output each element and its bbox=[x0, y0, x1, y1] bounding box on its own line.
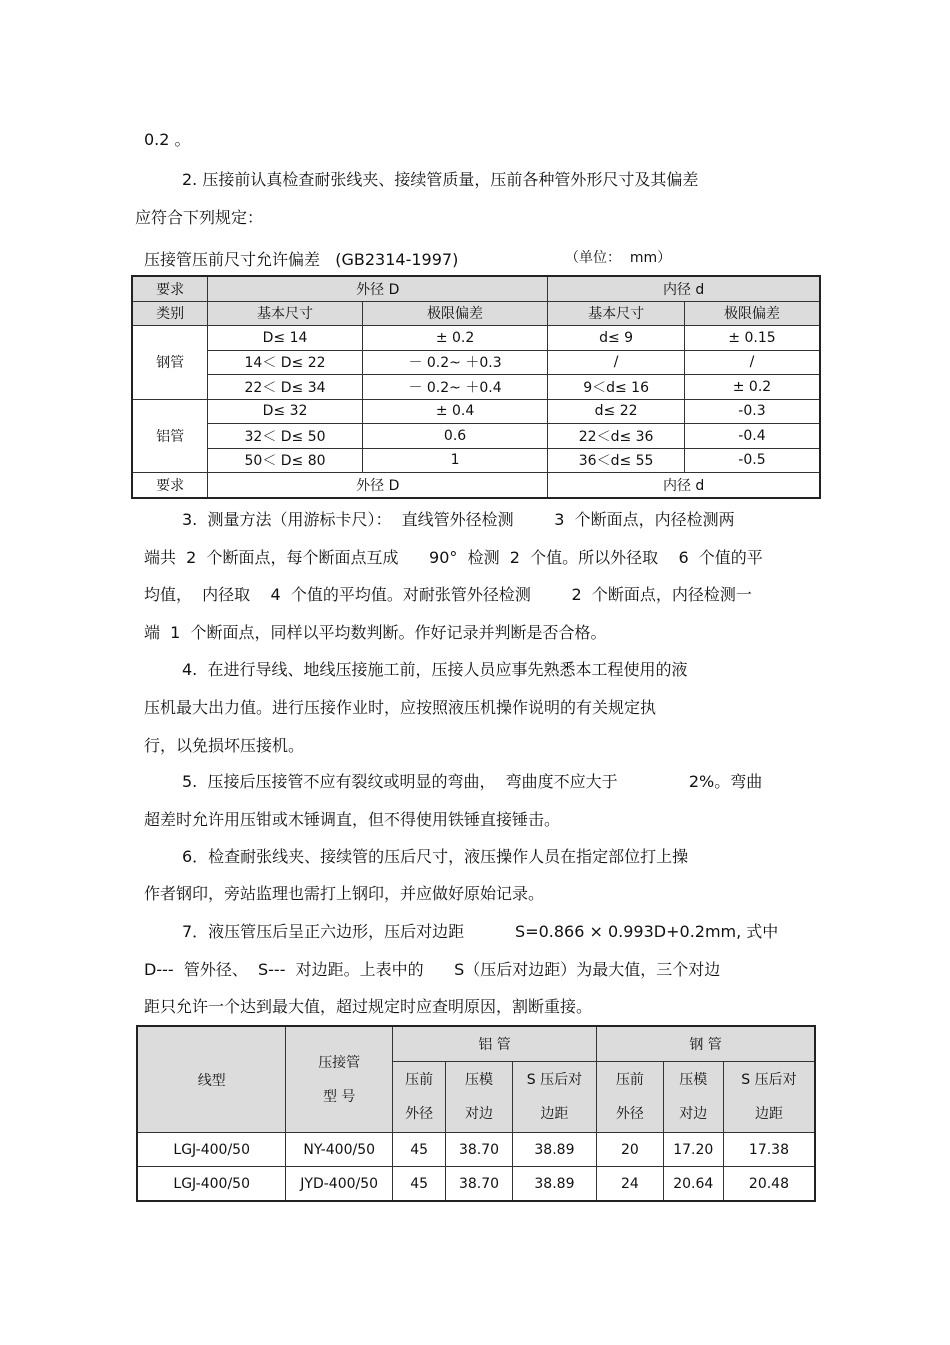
text-line: 距只允许一个达到最大值，超过规定时应查明原因，割断重接。 bbox=[144, 997, 593, 1016]
text-line: 应符合下列规定： bbox=[135, 208, 264, 227]
text-line: 7．液压管压后呈正六边形，压后对边距 S=0.866 × 0.993D+0.2mm, 式中 bbox=[182, 922, 779, 941]
table-cell: 24 bbox=[597, 1167, 663, 1202]
header-cell: 极限偏差 bbox=[362, 301, 547, 326]
table-cell: 38.89 bbox=[512, 1167, 596, 1202]
table-header-row bbox=[137, 1026, 815, 1062]
press-dimension-table bbox=[136, 1025, 816, 1202]
table-cell: 14＜ D≤ 22 bbox=[208, 350, 363, 375]
table-cell: 20 bbox=[597, 1133, 663, 1167]
header-text: 型 号 bbox=[322, 1088, 356, 1105]
text-line: 3. 测量方法（用游标卡尺）： 直线管外径检测 3 个断面点，内径检测两 bbox=[182, 510, 735, 529]
header-text: 压模 bbox=[465, 1072, 493, 1088]
table-cell: JYD-400/50 bbox=[286, 1167, 393, 1202]
header-cell bbox=[597, 1062, 663, 1133]
table-cell: 38.70 bbox=[446, 1167, 512, 1202]
text-line: D--- 管外径、 S--- 对边距。上表中的 S（压后对边距）为最大值，三个对边 bbox=[144, 960, 721, 979]
table1-unit: （单位： mm） bbox=[565, 250, 672, 266]
text-line: 4. 在进行导线、地线压接施工前，压接人员应事先熟悉本工程使用的液 bbox=[182, 660, 688, 679]
table-row bbox=[132, 375, 820, 400]
table-header-row bbox=[132, 276, 820, 301]
table-cell: 38.70 bbox=[446, 1133, 512, 1167]
header-text: 对边 bbox=[465, 1106, 493, 1122]
table-cell: 38.89 bbox=[512, 1133, 596, 1167]
table-row bbox=[132, 326, 820, 351]
table-cell: D≤ 14 bbox=[208, 326, 363, 351]
table-header-row bbox=[132, 301, 820, 326]
table-cell: － 0.2~ ＋0.4 bbox=[362, 375, 547, 400]
text-line: 2. 压接前认真检查耐张线夹、接续管质量，压前各种管外形尺寸及其偏差 bbox=[182, 170, 699, 189]
header-text: 压接管 bbox=[318, 1054, 361, 1071]
header-text: 边距 bbox=[754, 1106, 783, 1122]
table-row bbox=[137, 1133, 815, 1167]
table-row bbox=[132, 399, 820, 424]
table-cell: 17.20 bbox=[663, 1133, 723, 1167]
text-line: 作者钢印，旁站监理也需打上钢印，并应做好原始记录。 bbox=[144, 884, 545, 903]
table-cell: ± 0.15 bbox=[684, 326, 820, 351]
table-row bbox=[132, 448, 820, 473]
table-cell: LGJ-400/50 bbox=[137, 1133, 286, 1167]
group-cell: 铝管 bbox=[132, 399, 208, 473]
text-line: 端 1 个断面点，同样以平均数判断。作好记录并判断是否合格。 bbox=[144, 623, 607, 642]
header-cell bbox=[663, 1062, 723, 1133]
header-cell bbox=[512, 1062, 596, 1133]
text-line: 压机最大出力值。进行压接作业时，应按照液压机操作说明的有关规定执 bbox=[144, 698, 657, 717]
header-cell bbox=[446, 1062, 512, 1133]
table-cell: 22＜d≤ 36 bbox=[548, 424, 685, 449]
table-cell: 32＜ D≤ 50 bbox=[208, 424, 363, 449]
header-text: S 压后对 bbox=[526, 1072, 583, 1088]
group-cell: 钢管 bbox=[132, 326, 208, 400]
table-cell: 20.64 bbox=[663, 1167, 723, 1202]
header-text: S 压后对 bbox=[741, 1072, 797, 1088]
table-cell: 17.38 bbox=[723, 1133, 815, 1167]
text-line: 端共 2 个断面点，每个断面点互成 90° 检测 2 个值。所以外径取 6 个值的平 bbox=[144, 548, 763, 567]
header-cell: 基本尺寸 bbox=[548, 301, 685, 326]
table-cell: 0.6 bbox=[362, 424, 547, 449]
header-text: 对边 bbox=[679, 1106, 708, 1122]
table-row bbox=[132, 350, 820, 375]
header-cell bbox=[286, 1026, 393, 1133]
header-text: 压前 bbox=[405, 1072, 434, 1088]
header-cell: 外径 D bbox=[208, 276, 548, 301]
text-line: 超差时允许用压钳或木锤调直，但不得使用铁锤直接锤击。 bbox=[144, 810, 561, 829]
header-cell: 钢 管 bbox=[597, 1026, 815, 1062]
header-cell: 线型 bbox=[137, 1026, 286, 1133]
footer-cell: 要求 bbox=[132, 473, 208, 498]
footer-cell: 内径 d bbox=[548, 473, 820, 498]
header-cell bbox=[723, 1062, 815, 1133]
header-cell: 类别 bbox=[132, 301, 208, 326]
table-cell: ± 0.2 bbox=[362, 326, 547, 351]
text-line: 6．检查耐张线夹、接续管的压后尺寸，液压操作人员在指定部位打上操 bbox=[182, 847, 689, 866]
header-text: 外径 bbox=[615, 1106, 644, 1122]
table-cell: -0.4 bbox=[684, 424, 820, 449]
table-cell: 50＜ D≤ 80 bbox=[208, 448, 363, 473]
table-cell: 22＜ D≤ 34 bbox=[208, 375, 363, 400]
table-cell: d≤ 22 bbox=[548, 399, 685, 424]
header-text: 压模 bbox=[679, 1072, 708, 1088]
table-cell: － 0.2~ ＋0.3 bbox=[362, 350, 547, 375]
table-cell: / bbox=[684, 350, 820, 375]
header-cell bbox=[393, 1062, 446, 1133]
table-footer-row bbox=[132, 473, 820, 498]
header-cell: 内径 d bbox=[548, 276, 820, 301]
table-cell: ± 0.2 bbox=[684, 375, 820, 400]
table-cell: -0.3 bbox=[684, 399, 820, 424]
header-text: 边距 bbox=[540, 1106, 569, 1122]
table-cell: d≤ 9 bbox=[548, 326, 685, 351]
header-text: 外径 bbox=[405, 1106, 434, 1122]
table-cell: 1 bbox=[362, 448, 547, 473]
table-cell: / bbox=[548, 350, 685, 375]
tolerance-table bbox=[131, 275, 821, 499]
header-text: 压前 bbox=[615, 1072, 644, 1088]
text-line: 0.2 。 bbox=[144, 130, 191, 149]
footer-cell: 外径 D bbox=[208, 473, 548, 498]
header-cell: 基本尺寸 bbox=[208, 301, 363, 326]
table1-caption: 压接管压前尺寸允许偏差 (GB2314-1997) bbox=[144, 250, 459, 269]
table-cell: 45 bbox=[393, 1167, 446, 1202]
table-cell: 20.48 bbox=[723, 1167, 815, 1202]
table-row bbox=[137, 1167, 815, 1202]
text-line: 5. 压接后压接管不应有裂纹或明显的弯曲， 弯曲度不应大于 2%。弯曲 bbox=[182, 772, 763, 791]
header-cell: 铝 管 bbox=[393, 1026, 597, 1062]
header-cell: 要求 bbox=[132, 276, 208, 301]
text-line: 行，以免损坏压接机。 bbox=[144, 736, 305, 755]
table-cell: 9＜d≤ 16 bbox=[548, 375, 685, 400]
table-cell: D≤ 32 bbox=[208, 399, 363, 424]
table-cell: ± 0.4 bbox=[362, 399, 547, 424]
table-cell: LGJ-400/50 bbox=[137, 1167, 286, 1202]
text-line: 均值， 内径取 4 个值的平均值。对耐张管外径检测 2 个断面点，内径检测一 bbox=[144, 585, 752, 604]
table-row bbox=[132, 424, 820, 449]
header-cell: 极限偏差 bbox=[684, 301, 820, 326]
table-cell: NY-400/50 bbox=[286, 1133, 393, 1167]
table-cell: 36＜d≤ 55 bbox=[548, 448, 685, 473]
table-cell: -0.5 bbox=[684, 448, 820, 473]
table-cell: 45 bbox=[393, 1133, 446, 1167]
